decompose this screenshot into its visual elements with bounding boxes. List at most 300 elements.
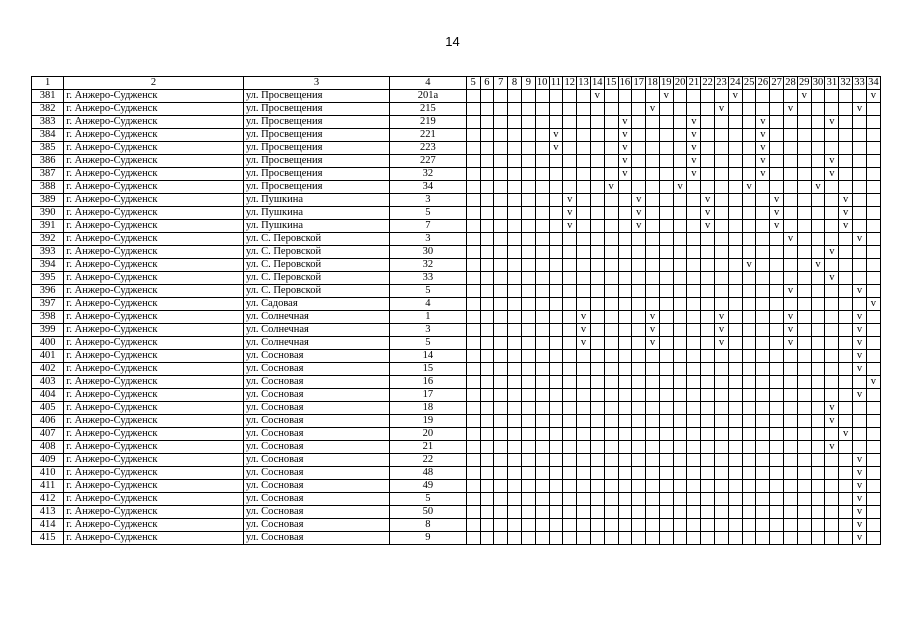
mark-cell	[715, 402, 729, 415]
mark-cell	[494, 389, 508, 402]
mark-cell-checked: v	[866, 376, 880, 389]
mark-cell	[715, 272, 729, 285]
mark-cell	[797, 285, 811, 298]
mark-cell	[480, 480, 494, 493]
mark-cell	[825, 467, 839, 480]
mark-cell	[632, 259, 646, 272]
mark-cell	[646, 480, 660, 493]
mark-cell	[521, 402, 535, 415]
mark-cell	[521, 467, 535, 480]
mark-cell	[632, 506, 646, 519]
mark-cell	[839, 168, 853, 181]
mark-cell	[825, 350, 839, 363]
mark-cell	[535, 311, 549, 324]
mark-cell	[535, 363, 549, 376]
mark-cell	[839, 181, 853, 194]
mark-cell	[701, 155, 715, 168]
mark-cell	[563, 129, 577, 142]
row-number: 412	[32, 493, 64, 506]
mark-cell	[742, 428, 756, 441]
mark-cell	[632, 519, 646, 532]
mark-cell-checked: v	[728, 90, 742, 103]
mark-cell	[811, 363, 825, 376]
mark-cell	[604, 129, 618, 142]
mark-cell	[715, 194, 729, 207]
row-number: 402	[32, 363, 64, 376]
mark-cell	[604, 220, 618, 233]
mark-cell	[480, 129, 494, 142]
mark-cell	[646, 519, 660, 532]
mark-cell	[549, 350, 563, 363]
mark-cell	[811, 428, 825, 441]
mark-cell	[480, 506, 494, 519]
mark-cell	[549, 480, 563, 493]
mark-cell	[701, 532, 715, 545]
mark-cell-checked: v	[604, 181, 618, 194]
mark-cell	[577, 298, 591, 311]
mark-cell	[563, 116, 577, 129]
mark-cell	[632, 493, 646, 506]
mark-cell	[549, 532, 563, 545]
mark-cell	[797, 259, 811, 272]
mark-cell	[535, 272, 549, 285]
mark-cell	[508, 207, 522, 220]
mark-cell-checked: v	[618, 116, 632, 129]
mark-cell	[673, 168, 687, 181]
mark-cell	[659, 376, 673, 389]
mark-cell	[535, 233, 549, 246]
mark-cell	[825, 194, 839, 207]
mark-cell	[604, 285, 618, 298]
mark-cell	[839, 376, 853, 389]
mark-cell	[604, 194, 618, 207]
mark-cell	[604, 532, 618, 545]
mark-cell	[508, 220, 522, 233]
mark-cell	[673, 207, 687, 220]
mark-cell-checked: v	[853, 311, 867, 324]
street-cell: ул. Пушкина	[243, 220, 389, 233]
mark-cell-checked: v	[770, 194, 784, 207]
mark-cell	[839, 532, 853, 545]
mark-cell	[508, 519, 522, 532]
house-cell: 227	[390, 155, 467, 168]
mark-cell	[770, 519, 784, 532]
mark-cell	[563, 298, 577, 311]
mark-cell	[839, 480, 853, 493]
mark-cell	[604, 233, 618, 246]
mark-cell	[811, 337, 825, 350]
mark-cell	[811, 493, 825, 506]
mark-cell	[866, 415, 880, 428]
mark-cell	[673, 103, 687, 116]
mark-cell	[770, 233, 784, 246]
mark-cell	[646, 363, 660, 376]
mark-cell	[646, 428, 660, 441]
mark-cell	[673, 441, 687, 454]
mark-cell	[604, 506, 618, 519]
mark-cell	[742, 129, 756, 142]
mark-cell	[811, 298, 825, 311]
mark-cell	[756, 220, 770, 233]
mark-cell	[770, 246, 784, 259]
mark-cell	[494, 402, 508, 415]
mark-cell	[784, 194, 798, 207]
city-cell: г. Анжеро-Судженск	[64, 454, 244, 467]
mark-cell	[825, 454, 839, 467]
mark-cell	[728, 129, 742, 142]
mark-cell	[659, 389, 673, 402]
mark-cell	[590, 207, 604, 220]
mark-cell	[853, 142, 867, 155]
mark-cell	[604, 454, 618, 467]
mark-cell	[563, 415, 577, 428]
row-number: 385	[32, 142, 64, 155]
house-cell: 49	[390, 480, 467, 493]
mark-cell-checked: v	[563, 194, 577, 207]
mark-cell	[577, 259, 591, 272]
mark-cell	[866, 532, 880, 545]
mark-cell	[825, 506, 839, 519]
mark-cell	[604, 90, 618, 103]
mark-cell	[825, 376, 839, 389]
mark-cell	[715, 298, 729, 311]
mark-cell	[784, 129, 798, 142]
mark-cell	[811, 207, 825, 220]
mark-cell	[590, 116, 604, 129]
mark-cell-checked: v	[839, 220, 853, 233]
mark-cell	[797, 272, 811, 285]
mark-cell	[604, 389, 618, 402]
house-cell: 18	[390, 402, 467, 415]
house-cell: 223	[390, 142, 467, 155]
mark-cell	[756, 467, 770, 480]
mark-cell	[508, 532, 522, 545]
mark-cell	[839, 233, 853, 246]
mark-cell	[604, 155, 618, 168]
mark-cell	[466, 389, 480, 402]
mark-cell	[563, 311, 577, 324]
mark-cell	[728, 337, 742, 350]
mark-cell	[715, 220, 729, 233]
mark-cell	[577, 493, 591, 506]
mark-cell	[577, 155, 591, 168]
city-cell: г. Анжеро-Судженск	[64, 389, 244, 402]
mark-cell	[577, 285, 591, 298]
mark-cell	[701, 493, 715, 506]
row-number: 395	[32, 272, 64, 285]
mark-cell	[825, 285, 839, 298]
mark-cell	[728, 155, 742, 168]
mark-cell	[480, 272, 494, 285]
table-row	[32, 441, 881, 454]
mark-cell	[577, 350, 591, 363]
mark-cell	[535, 142, 549, 155]
mark-cell	[770, 129, 784, 142]
mark-cell-checked: v	[853, 103, 867, 116]
street-cell: ул. С. Перовской	[243, 233, 389, 246]
mark-cell	[797, 103, 811, 116]
mark-cell-checked: v	[825, 415, 839, 428]
mark-cell	[466, 337, 480, 350]
mark-cell	[480, 324, 494, 337]
mark-cell	[494, 350, 508, 363]
mark-cell	[563, 467, 577, 480]
mark-cell	[590, 493, 604, 506]
mark-cell	[701, 467, 715, 480]
mark-cell	[618, 324, 632, 337]
mark-cell	[494, 480, 508, 493]
column-header-26: 26	[757, 77, 769, 88]
mark-cell	[742, 298, 756, 311]
mark-cell	[549, 116, 563, 129]
mark-cell	[715, 350, 729, 363]
mark-cell	[811, 402, 825, 415]
mark-cell	[480, 246, 494, 259]
mark-cell	[521, 337, 535, 350]
mark-cell	[590, 233, 604, 246]
mark-cell	[466, 220, 480, 233]
mark-cell	[632, 441, 646, 454]
mark-cell-checked: v	[784, 233, 798, 246]
mark-cell	[535, 389, 549, 402]
mark-cell	[797, 155, 811, 168]
mark-cell	[770, 493, 784, 506]
mark-cell	[687, 389, 701, 402]
mark-cell	[784, 116, 798, 129]
mark-cell	[646, 402, 660, 415]
mark-cell	[701, 519, 715, 532]
mark-cell	[535, 428, 549, 441]
house-cell: 221	[390, 129, 467, 142]
mark-cell-checked: v	[811, 259, 825, 272]
column-header-18: 18	[647, 77, 658, 88]
mark-cell	[797, 402, 811, 415]
mark-cell	[811, 142, 825, 155]
mark-cell	[825, 337, 839, 350]
mark-cell	[756, 454, 770, 467]
mark-cell	[811, 441, 825, 454]
mark-cell-checked: v	[687, 129, 701, 142]
mark-cell	[839, 467, 853, 480]
mark-cell	[508, 480, 522, 493]
mark-cell	[659, 129, 673, 142]
mark-cell	[632, 285, 646, 298]
mark-cell	[604, 142, 618, 155]
city-cell: г. Анжеро-Судженск	[64, 298, 244, 311]
mark-cell	[480, 311, 494, 324]
mark-cell	[770, 168, 784, 181]
mark-cell	[632, 350, 646, 363]
mark-cell	[715, 428, 729, 441]
mark-cell	[646, 220, 660, 233]
mark-cell-checked: v	[715, 311, 729, 324]
mark-cell	[728, 454, 742, 467]
mark-cell	[866, 350, 880, 363]
mark-cell	[646, 506, 660, 519]
mark-cell	[521, 168, 535, 181]
mark-cell	[687, 324, 701, 337]
mark-cell	[590, 467, 604, 480]
column-header-15: 15	[605, 77, 617, 88]
city-cell: г. Анжеро-Судженск	[64, 90, 244, 103]
mark-cell	[784, 402, 798, 415]
mark-cell	[549, 506, 563, 519]
house-cell: 33	[390, 272, 467, 285]
table-row	[32, 116, 881, 129]
mark-cell	[673, 389, 687, 402]
mark-cell-checked: v	[701, 220, 715, 233]
mark-cell	[590, 402, 604, 415]
mark-cell	[563, 519, 577, 532]
mark-cell	[521, 155, 535, 168]
mark-cell	[866, 389, 880, 402]
mark-cell	[853, 402, 867, 415]
mark-cell	[521, 428, 535, 441]
mark-cell	[701, 168, 715, 181]
mark-cell	[494, 272, 508, 285]
mark-cell	[646, 90, 660, 103]
mark-cell	[535, 155, 549, 168]
mark-cell	[466, 168, 480, 181]
mark-cell	[673, 194, 687, 207]
mark-cell	[521, 246, 535, 259]
mark-cell	[866, 428, 880, 441]
mark-cell	[466, 467, 480, 480]
mark-cell	[673, 155, 687, 168]
mark-cell	[756, 311, 770, 324]
mark-cell	[797, 428, 811, 441]
mark-cell	[632, 233, 646, 246]
mark-cell	[853, 441, 867, 454]
mark-cell-checked: v	[825, 168, 839, 181]
column-header-25: 25	[743, 77, 755, 88]
mark-cell	[853, 376, 867, 389]
mark-cell	[825, 532, 839, 545]
mark-cell	[811, 220, 825, 233]
mark-cell	[632, 428, 646, 441]
mark-cell	[659, 402, 673, 415]
mark-cell	[508, 298, 522, 311]
mark-cell	[742, 454, 756, 467]
mark-cell	[701, 454, 715, 467]
mark-cell	[549, 220, 563, 233]
mark-cell	[549, 194, 563, 207]
street-cell: ул. Сосновая	[243, 350, 389, 363]
mark-cell-checked: v	[853, 285, 867, 298]
row-number: 401	[32, 350, 64, 363]
mark-cell-checked: v	[632, 220, 646, 233]
mark-cell	[618, 389, 632, 402]
street-cell: ул. Пушкина	[243, 207, 389, 220]
mark-cell	[673, 311, 687, 324]
mark-cell	[701, 181, 715, 194]
house-cell: 7	[390, 220, 467, 233]
mark-cell	[508, 506, 522, 519]
mark-cell	[604, 311, 618, 324]
mark-cell	[715, 246, 729, 259]
mark-cell-checked: v	[825, 155, 839, 168]
mark-cell	[632, 90, 646, 103]
mark-cell	[480, 298, 494, 311]
house-cell: 30	[390, 246, 467, 259]
mark-cell	[604, 519, 618, 532]
mark-cell	[673, 454, 687, 467]
mark-cell-checked: v	[659, 90, 673, 103]
mark-cell	[742, 246, 756, 259]
mark-cell	[715, 129, 729, 142]
mark-cell	[687, 467, 701, 480]
mark-cell	[466, 116, 480, 129]
mark-cell	[549, 454, 563, 467]
mark-cell	[756, 519, 770, 532]
mark-cell	[508, 337, 522, 350]
column-header-5: 5	[466, 77, 480, 90]
mark-cell	[866, 168, 880, 181]
table-row	[32, 415, 881, 428]
mark-cell	[797, 233, 811, 246]
mark-cell	[535, 467, 549, 480]
mark-cell-checked: v	[866, 298, 880, 311]
mark-cell	[784, 168, 798, 181]
mark-cell	[742, 272, 756, 285]
city-cell: г. Анжеро-Судженск	[64, 493, 244, 506]
mark-cell	[866, 363, 880, 376]
mark-cell	[811, 311, 825, 324]
mark-cell	[839, 116, 853, 129]
row-number: 392	[32, 233, 64, 246]
table-row	[32, 389, 881, 402]
column-header-4: 4	[390, 77, 467, 90]
mark-cell	[673, 493, 687, 506]
mark-cell-checked: v	[632, 207, 646, 220]
mark-cell	[866, 480, 880, 493]
street-cell: ул. Сосновая	[243, 376, 389, 389]
mark-cell	[618, 246, 632, 259]
mark-cell-checked: v	[742, 181, 756, 194]
mark-cell	[549, 389, 563, 402]
mark-cell-checked: v	[770, 207, 784, 220]
mark-cell	[577, 272, 591, 285]
mark-cell	[590, 324, 604, 337]
mark-cell	[797, 129, 811, 142]
mark-cell	[715, 493, 729, 506]
row-number: 415	[32, 532, 64, 545]
mark-cell	[590, 220, 604, 233]
mark-cell	[494, 454, 508, 467]
mark-cell	[494, 311, 508, 324]
mark-cell	[853, 246, 867, 259]
mark-cell	[742, 376, 756, 389]
mark-cell	[563, 103, 577, 116]
mark-cell	[508, 441, 522, 454]
mark-cell	[480, 519, 494, 532]
mark-cell	[784, 246, 798, 259]
mark-cell	[494, 506, 508, 519]
mark-cell	[563, 350, 577, 363]
mark-cell	[701, 272, 715, 285]
street-cell: ул. Просвещения	[243, 155, 389, 168]
table-row	[32, 480, 881, 493]
mark-cell	[866, 324, 880, 337]
mark-cell	[549, 259, 563, 272]
mark-cell	[466, 259, 480, 272]
mark-cell	[480, 207, 494, 220]
mark-cell	[797, 519, 811, 532]
mark-cell	[866, 142, 880, 155]
mark-cell	[535, 285, 549, 298]
street-cell: ул. Сосновая	[243, 402, 389, 415]
mark-cell	[784, 428, 798, 441]
